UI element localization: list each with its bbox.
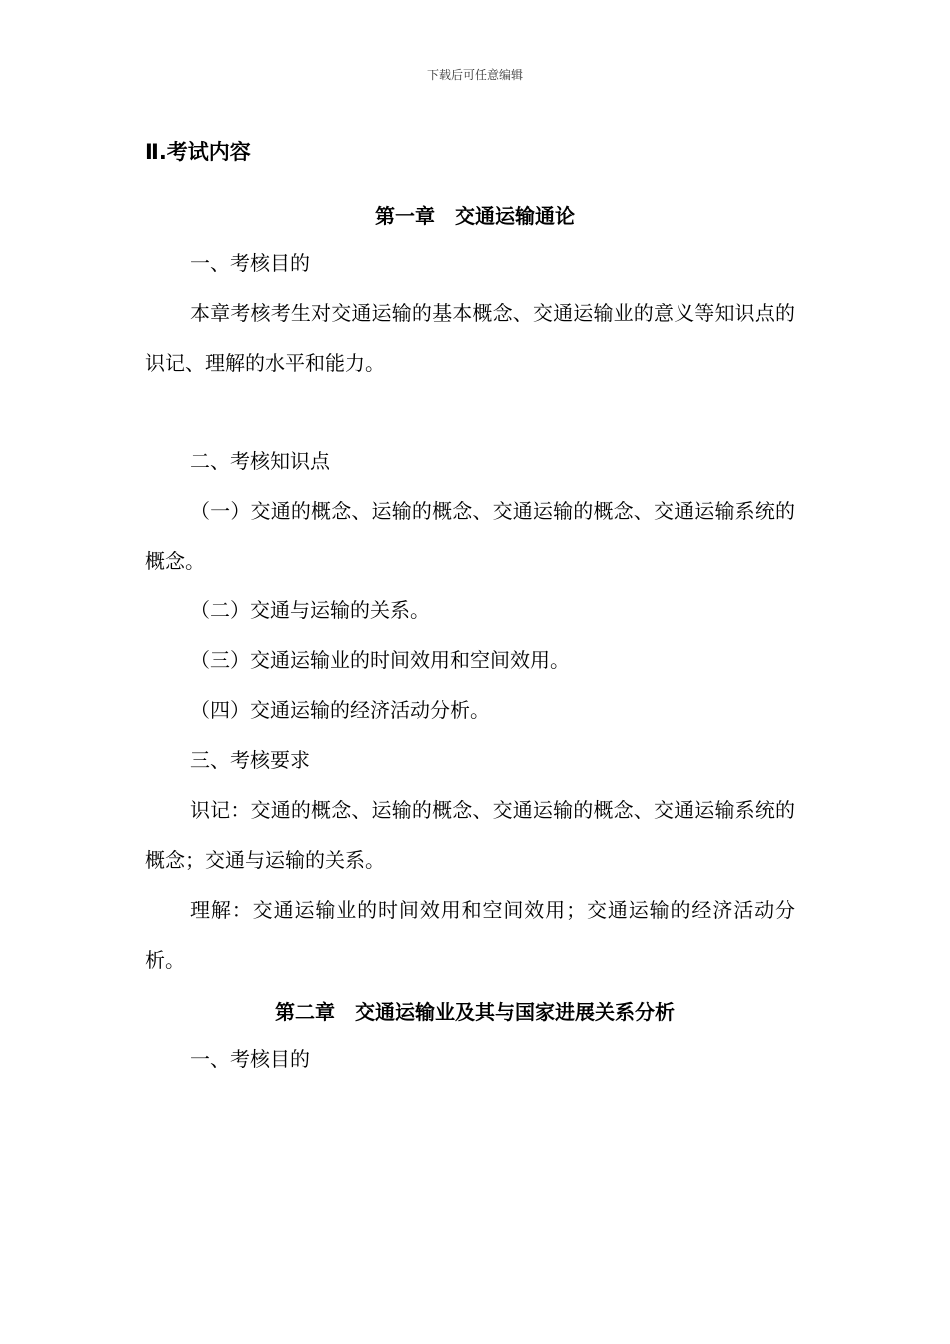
chapter-1-knowledge-item-2: （二）交通与运输的关系。 [190,598,430,622]
chapter-1-requirement-understand: 理解：交通运输业的时间效用和空间效用；交通运输的经济活动分析。 [145,898,795,972]
chapter-1-knowledge-item-4: （四）交通运输的经济活动分析。 [190,698,490,722]
chapter-1-objective-heading: 一、考核目的 [190,251,310,275]
chapter-1-objective-text: 本章考核考生对交通运输的基本概念、交通运输业的意义等知识点的识记、理解的水平和能力。 [145,301,795,375]
chapter-2-title: 第二章 交通运输业及其与国家进展关系分析 [275,1000,675,1024]
chapter-1-requirement-recall: 识记：交通的概念、运输的概念、交通运输的概念、交通运输系统的概念；交通与运输的关系。 [145,798,795,872]
chapter-1-knowledge-heading: 二、考核知识点 [190,449,330,473]
chapter-1-knowledge-item-1: （一）交通的概念、运输的概念、交通运输的概念、交通运输系统的概念。 [145,499,795,573]
section-title: Ⅱ.考试内容 [145,140,251,164]
chapter-2-objective-heading: 一、考核目的 [190,1047,310,1071]
chapter-1-requirements-heading: 三、考核要求 [190,748,310,772]
chapter-1-knowledge-item-3: （三）交通运输业的时间效用和空间效用。 [190,648,570,672]
page-header-note: 下载后可任意编辑 [426,68,523,82]
chapter-1-title: 第一章 交通运输通论 [375,204,575,228]
